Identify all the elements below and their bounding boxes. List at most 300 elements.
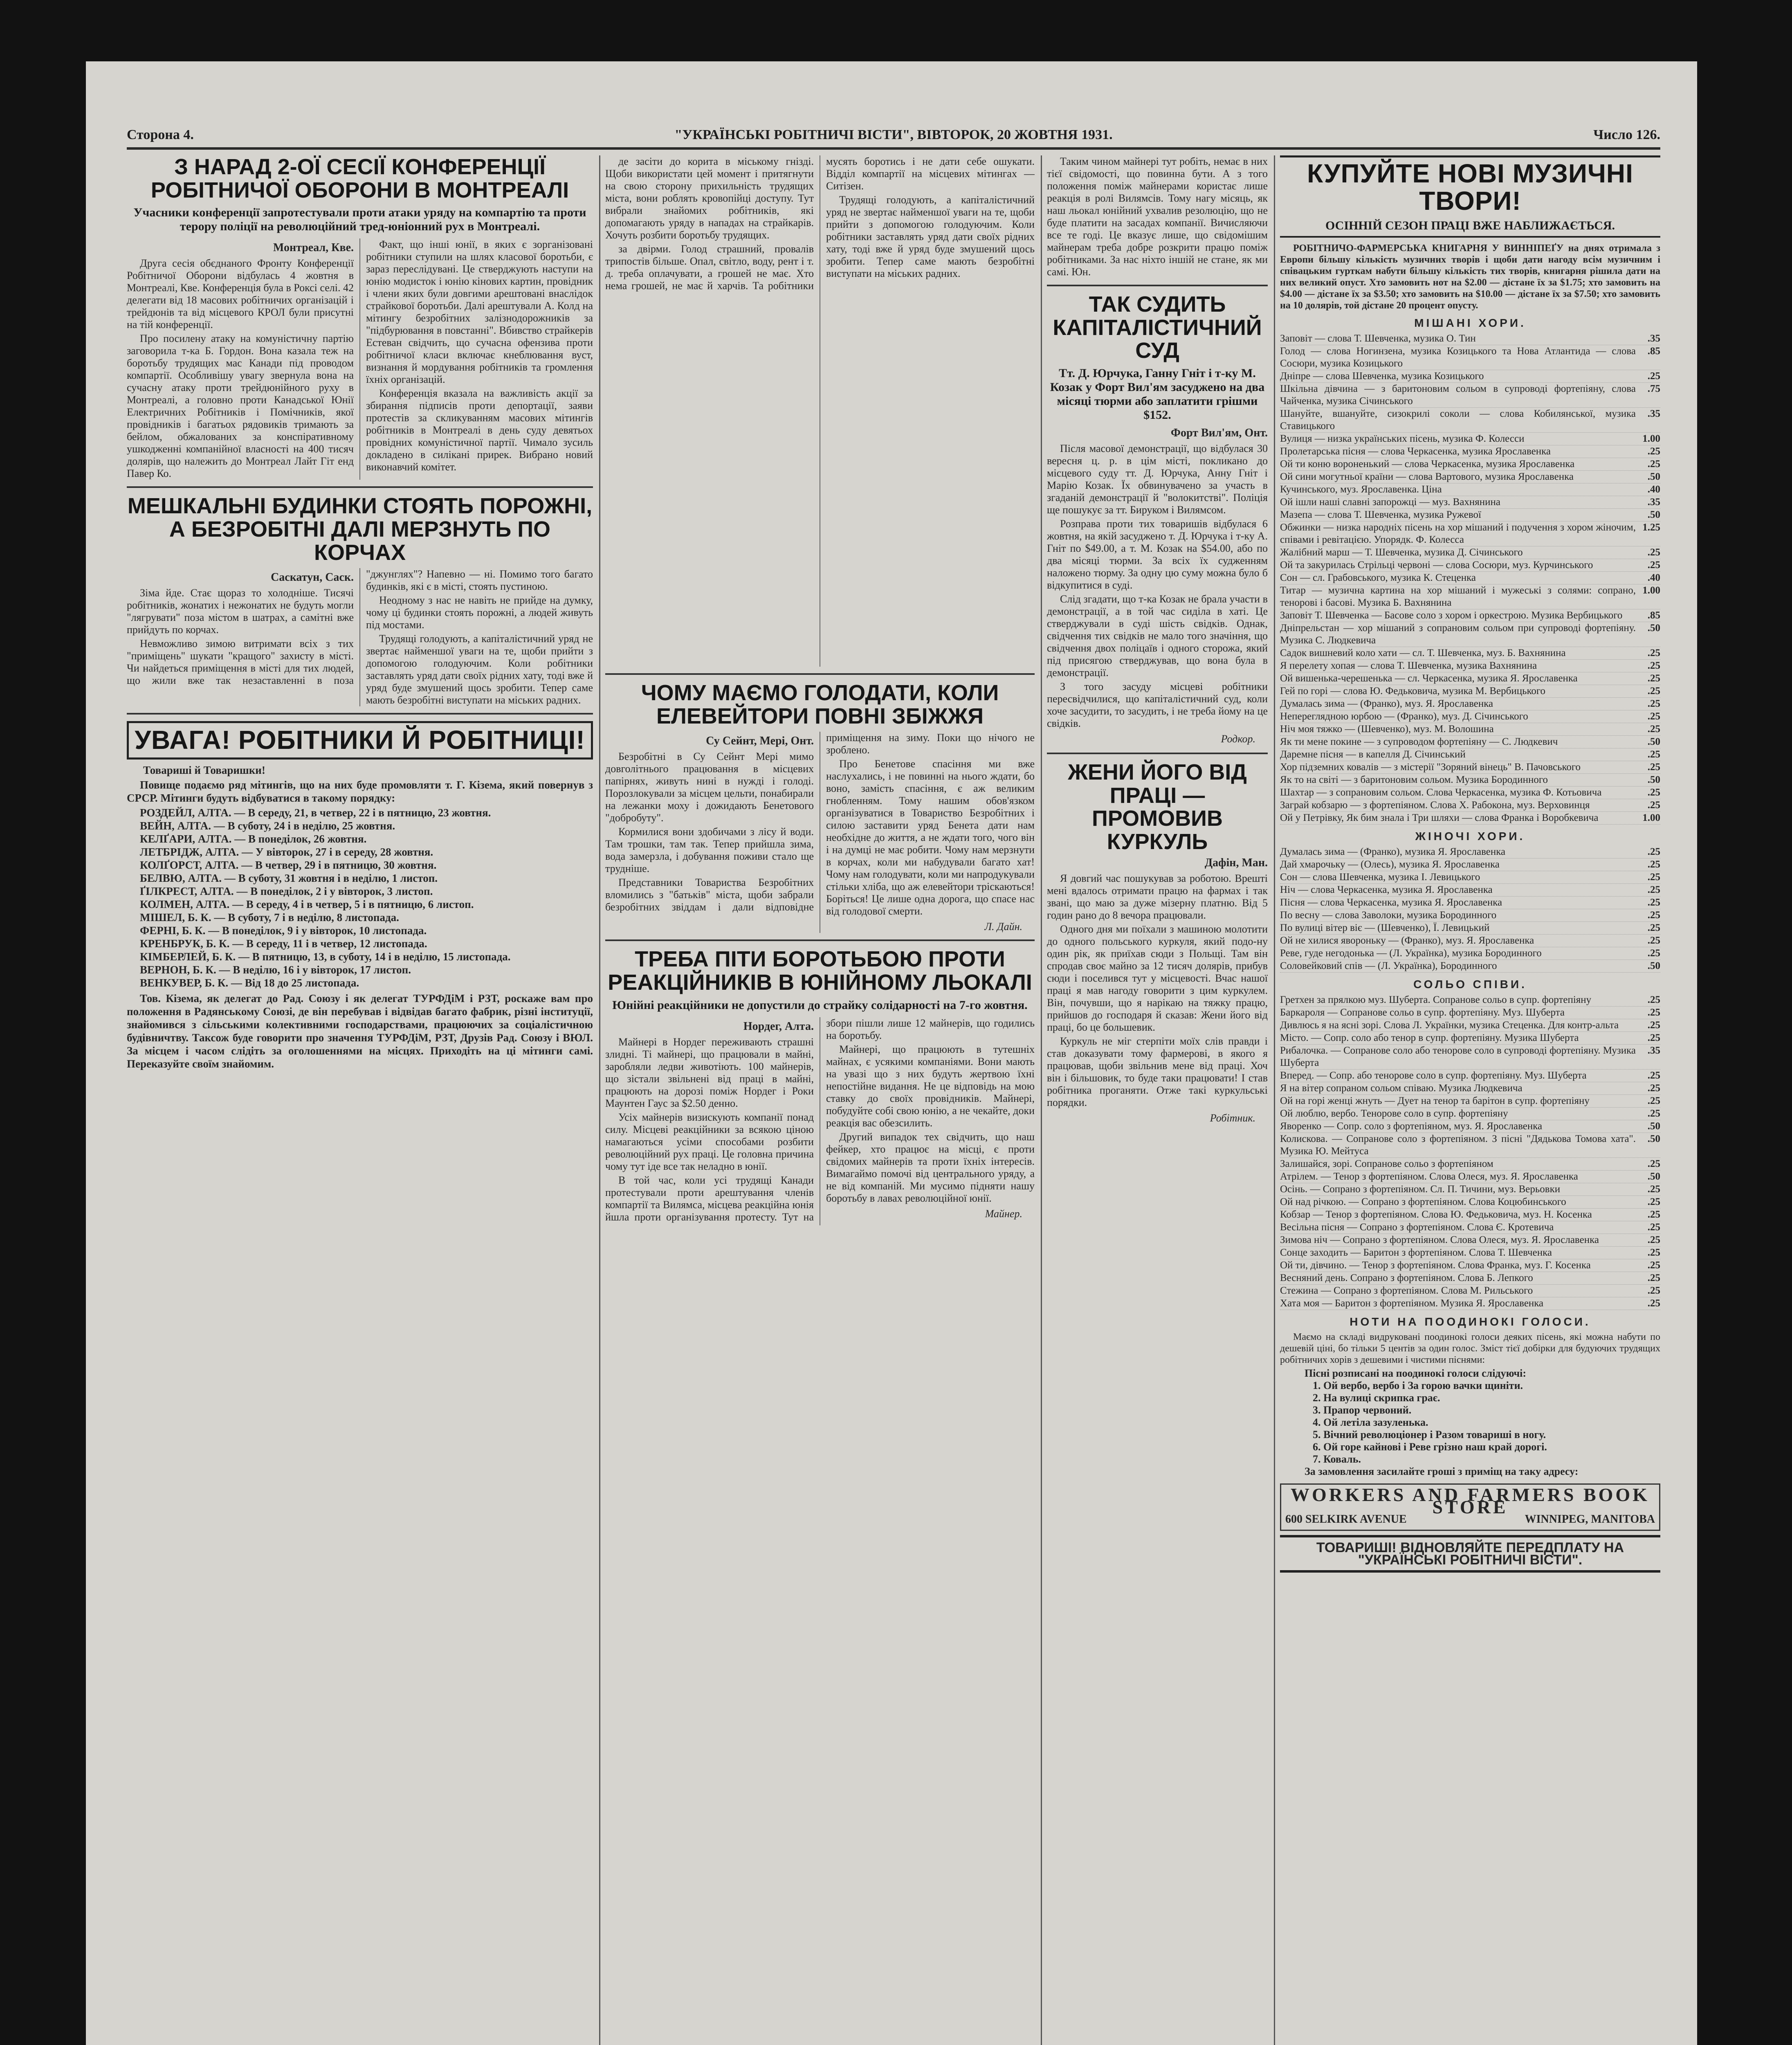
music-item — [1280, 748, 1660, 761]
music-item — [1280, 1221, 1660, 1234]
music-item-title: Даремне пісня — в капелля Д. Січинський — [1280, 749, 1466, 760]
music-item — [1280, 483, 1660, 496]
music-item — [1280, 584, 1660, 609]
music-item — [1280, 787, 1660, 799]
music-item-title: Ой ти, дівчино. — Тенор з фортепіяном. Слова Франка, муз. Г. Косенка — [1280, 1260, 1591, 1271]
issue-number: Число 126. — [1593, 127, 1660, 142]
music-item-price: .25 — [1647, 897, 1660, 908]
music-advert — [1280, 155, 1660, 2045]
meeting-item: БЕЛВЮ, АЛТА. — В суботу, 31 жовтня і в неділю, 1 листоп. — [140, 872, 438, 884]
meeting-item: ЛЕТБРІДЖ, АЛТА. — У вівторок, 27 і в середу, 28 жовтня. — [140, 845, 433, 858]
music-item-price: .25 — [1647, 711, 1660, 722]
signature: Робітник. — [1210, 1112, 1255, 1124]
music-item — [1280, 1133, 1660, 1158]
subscription-banner: ТОВАРИШІ! ВІДНОВЛЯЙТЕ ПЕРЕДПЛАТУ НА "УКРАЇНСЬКІ РОБІТНИЧІ ВІСТИ". — [1280, 1535, 1660, 1573]
article-body — [605, 732, 1035, 933]
music-item-price: .50 — [1647, 622, 1660, 634]
music-item — [1280, 935, 1660, 947]
paragraph: Трудящі голодують, а капіталістичний уряд не звертає найменшої уваги на те, щоби прийти з допомогою голодуючим. Коли робітники заставлять уряд дати своїх рідних хату, тоді вже й уряд буде змушений щось зробити. Тепер саме мають безробітні виступати на міських радних. — [826, 194, 1035, 279]
music-item — [1280, 774, 1660, 787]
store-address-box — [1280, 1483, 1660, 1531]
article-title: УВАГА! РОБІТНИКИ Й РОБІТНИЦІ! — [135, 725, 585, 755]
music-item-price: .35 — [1647, 497, 1660, 508]
music-item — [1280, 1158, 1660, 1171]
meeting-item: КЕЛҐАРИ, АЛТА. — В понеділок, 26 жовтня. — [140, 832, 367, 845]
divider — [1047, 285, 1268, 286]
music-item-title: Вперед. — Сопр. або тенорове соло в супр. фортепіяну. Муз. Шуберта — [1280, 1070, 1587, 1081]
music-item-title: Пісня — слова Черкасенка, музика Я. Ярославенка — [1280, 897, 1502, 908]
music-item-price: .25 — [1647, 371, 1660, 382]
music-item — [1280, 871, 1660, 884]
music-item-price: .25 — [1647, 1095, 1660, 1107]
music-item-price: .25 — [1647, 1007, 1660, 1018]
music-item — [1280, 1234, 1660, 1247]
music-item-title: Мазепа — слова Т. Шевченка, музика Ружевої — [1280, 509, 1481, 521]
music-item-price: .25 — [1647, 1234, 1660, 1246]
music-item — [1280, 333, 1660, 345]
notes-item: 5. Вічний революціонер і Разом товариші в ногу. — [1313, 1429, 1546, 1441]
paragraph: Про посилену атаку на комуністичну партію заговорила т-ка Б. Гордон. Вона казала теж на боротьбу трудящих мас Канади під проводом компартії. Особливішу увагу звернула вона на сучасну атаку проти трейдюнійного руху в Монтреалі, а головно проти Канадської Юнії Електричних Робітників і Помічників, якої провідників і багатьох рядовиків тримають за бейлом, обжалованих за конспіративному ушкодженні компанійної власності на 400 тисяч долярів, що належить до Монтреал Лайт Гіт енд Павер Ко. — [127, 333, 354, 480]
paragraph: Розправа проти тих товаришів відбулася 6 жовтня, на якій засуджено т. Д. Юрчука і т-ку А. Гніт по $49.00, а т. М. Козак на $54.00, або по два місяці тюрми. За всіх їх судженням наложено тюрму. За одну цю суму можна було б відкупитися в суді. — [1047, 518, 1268, 591]
meeting-item: ФЕРНІ, Б. К. — В понеділок, 9 і у вівторок, 10 листопада. — [140, 924, 427, 937]
music-item — [1280, 723, 1660, 736]
music-item-price: .25 — [1647, 935, 1660, 946]
signature: Майнер. — [985, 1207, 1022, 1220]
article-union — [605, 948, 1035, 1225]
music-item-price: .25 — [1647, 922, 1660, 934]
music-item-price: .25 — [1647, 1032, 1660, 1044]
section-title: НОТИ НА ПООДИНОКІ ГОЛОСИ. — [1350, 1315, 1591, 1328]
music-item — [1280, 884, 1660, 897]
article-subtitle: Юнійні реакційники не допустили до страйку солідарності на 7-го жовтня. — [612, 998, 1028, 1012]
paragraph: Зіма йде. Стає щораз то холодніше. Тисячі робітників, жонатих і нежонатих не будуть могли "лягрувати" поза містом в шатрах, а самітні вже прийдуть по корчах. — [127, 587, 354, 636]
store-name: WORKERS AND FARMERS BOOK STORE — [1291, 1484, 1650, 1518]
music-item-title: Весільна пісня — Сопрано з фортепіяном. Слова Є. Кротевича — [1280, 1222, 1554, 1233]
meetings-list — [127, 806, 593, 989]
music-item-price: .25 — [1647, 1108, 1660, 1119]
music-item-title: Гей по горі — слова Ю. Федьковича, музика М. Вербицького — [1280, 685, 1546, 697]
music-item-price: .25 — [1647, 1158, 1660, 1170]
dateline: Нордег, Алта. — [743, 1020, 814, 1033]
paragraph: Одного дня ми поїхали з машиною молотити до одного польського куркуля, який подо-ну один рік, як приїхав сюди з Польщі. Там він спродав своє майно за 12 тисяч долярів, прибув сюди і поселився тут у місцевості. Вчас нашої праці я мав нагоду говорити з цим куркулем. Він, почувши, що я нарікаю на тяжку працю, прийшов до господаря й сказав: Жени його від праці, бо це большевик. — [1047, 923, 1268, 1033]
music-item — [1280, 1183, 1660, 1196]
music-item-price: .40 — [1647, 572, 1660, 584]
music-item-price: .50 — [1647, 1121, 1660, 1132]
meeting-item: КОЛҐОРСТ, АЛТА. — В четвер, 29 і в пятницю, 30 жовтня. — [140, 858, 437, 871]
music-item-title: Садок вишневий коло хати — сл. Т. Шевченка, муз. Б. Вахнянина — [1280, 647, 1566, 659]
music-item — [1280, 846, 1660, 858]
divider — [127, 486, 593, 488]
music-item-title: Баркароля — Сопранове сольо в супр. фортепіяну. Муз. Шуберта — [1280, 1007, 1565, 1018]
notes-outro: За замовлення засилайте гроші з приміщ на таку адресу: — [1305, 1465, 1579, 1478]
music-item — [1280, 660, 1660, 672]
article-title: ЧОМУ МАЄМО ГОЛОДАТИ, КОЛИ ЕЛЕВЕЙТОРИ ПОВНІ ЗБІЖЖЯ — [641, 681, 999, 728]
middle-section — [605, 155, 1035, 2045]
music-item-title: По вулиці вітер віє — (Шевченко), Ї. Левицький — [1280, 922, 1490, 934]
paragraph: Куркуль не міг стерпіти моїх слів правди і став доказувати тому фармерові, в якого я працював, щоби звільнив мене від праці. Хоч він і більшовик, то буде таки працювати! І став робітника проганяти. Отже такі куркульські порядки. — [1047, 1035, 1268, 1108]
music-item-price: .25 — [1647, 994, 1660, 1006]
music-item-price: .50 — [1647, 736, 1660, 748]
paragraph: Другий випадок тех свідчить, що наш фейкер, хто працює на місці, є проти свідомих майнерів та проти їхніх інтересів. Вимагаймо помочі від центрального уряду, а не від компаній. Ми мусимо підняти нашу боротьбу в лавах революційної юнії. — [826, 1130, 1035, 1204]
music-item-price: .25 — [1647, 859, 1660, 870]
article-hunger — [605, 681, 1035, 933]
music-item-price: .85 — [1647, 610, 1660, 621]
music-item-title: Залишайся, зорі. Сопранове сольо з фортепіяном — [1280, 1158, 1493, 1170]
music-item-price: .25 — [1647, 1070, 1660, 1081]
notes-list — [1313, 1380, 1660, 1465]
music-item — [1280, 471, 1660, 483]
music-item-title: Колискова. — Сопранове соло з фортепіяном. З пісні "Дядькова Томова хата". Музика Ю. Мейтуса — [1280, 1133, 1636, 1157]
music-item — [1280, 1032, 1660, 1045]
music-item-title: Сон — сл. Грабовського, музика К. Стеценка — [1280, 572, 1476, 584]
paragraph: Кормилися вони здобичами з лісу й води. Там трошки, там так. Тепер прийшла зима, вода замерзла, і добування поживи стало ще трудніше. — [605, 826, 814, 875]
music-item-title: Рибалочка. — Сопранове соло або тенорове соло в супроводі фортепіяну. Музика Шуберта — [1280, 1045, 1636, 1069]
paragraph: Про Бенетове спасіння ми вже наслухались, і не повинні на нього ждати, бо воно, замість спасіння, є аж великим гнобленням. Тому нашим обов'язком організуватися в Товариство Безробітних і силою заставити уряд Бенета дати нам необхідне до життя, а не ждати того, чого він і на думці не має робити. Чому нам мерзнути в корчах, коли ми набудували багато хат! Чому нам голодувати, коли ми напродукували стільки хліба, що аж елевейтори тріскаються! Боріться! Це лише одна дорога, що спасе нас від голодової смерти. — [826, 758, 1035, 917]
paragraph: Факт, що інші юнії, в яких є зорганізовані робітники ступили на шлях класової боротьби, є зараз переслідувані. Це стверджують наступи на юнію модисток і юнію кінових картин, провідник і члени яких були довгими арештовані внаслідок страйкової боротьби. Далі арештували А. Колд на мітингу безробітних залізнодорожників за "підбурювання в повстанні". Вбивство страйкерів Естеван свідчить, що сучасна офензива проти робітничої класи включає кнеблювання вуст, визнання й мордування робітників та громлення їхніх організацій. — [366, 238, 593, 386]
notes-item: 2. На вулиці скрипка грає. — [1313, 1392, 1440, 1404]
notes-item: 6. Ой горе кайнові і Реве грізно наш край дорогі. — [1313, 1441, 1547, 1453]
music-item-price: .25 — [1647, 698, 1660, 710]
music-item-price: .25 — [1647, 762, 1660, 773]
divider — [1047, 753, 1268, 754]
paragraph: де засіти до корита в міському гнізді. Щоби використати цей момент і притягнути на свою сторону прихильність трудящих міста, вони роблять кровопійці доступу. Тут вибрали знайомих робітників, які допомагають уряду в нападах на страйкарів. Хочуть розбити боротьбу трудящих. — [605, 155, 814, 241]
music-item-price: .25 — [1647, 458, 1660, 470]
music-item — [1280, 710, 1660, 723]
music-item-title: Титар — музична картина на хор мішаний і мужеські з солями: сопрано, тенорові і басові. Музика Б. Вахнянина — [1280, 585, 1636, 609]
music-item — [1280, 1120, 1660, 1133]
music-item-price: .25 — [1647, 846, 1660, 858]
music-item-price: .25 — [1647, 1184, 1660, 1195]
section-title: ЖІНОЧІ ХОРИ. — [1415, 830, 1525, 843]
music-item-price: .25 — [1647, 948, 1660, 959]
music-item-title: Як то на світі — з баритоновим сольом. Музика Бородинного — [1280, 774, 1548, 786]
music-item — [1280, 1108, 1660, 1120]
music-item-price: .25 — [1647, 1020, 1660, 1031]
music-item-title: Кобзар — Тенор з фортепіяном. Слова Ю. Федьковича, муз. Н. Косенка — [1280, 1209, 1592, 1220]
music-item-price: .75 — [1647, 383, 1660, 395]
music-item — [1280, 1045, 1660, 1070]
music-item-title: Місто. — Сопр. соло або тенор в супр. фортепіяну. Музика Шуберта — [1280, 1032, 1579, 1044]
masthead: "УКРАЇНСЬКІ РОБІТНИЧІ ВІСТИ", ВІВТОРОК, 20 ЖОВТНЯ 1931. — [674, 127, 1113, 142]
music-item-price: .25 — [1647, 1298, 1660, 1309]
music-item — [1280, 559, 1660, 572]
meeting-item: КРЕНБРУК, Б. К. — В середу, 11 і в четвер, 12 листопада. — [140, 937, 427, 950]
music-item-title: Шкільна дівчина — з баритоновим сольом в супроводі фортепіяну, слова Чайченка, музика Січинського — [1280, 383, 1636, 407]
meeting-item: ҐІЛКРЕСТ, АЛТА. — В понеділок, 2 і у вівторок, 3 листоп. — [140, 885, 433, 897]
music-item-price: .35 — [1647, 1045, 1660, 1056]
left-section — [127, 155, 593, 2045]
paragraph: Друга сесія обєднаного Фронту Конференції Робітничої Оборони відбулась 4 жовтня в Монтреалі, Кве. Конференція була в Роксі селі. 42 делегати від 18 масових робітничих організацій і трейдюнів та від місцевого КРОЛ були присутні на тій конференції. — [127, 257, 354, 331]
female-choir-list — [1280, 846, 1660, 973]
music-item — [1280, 609, 1660, 622]
music-item — [1280, 370, 1660, 383]
music-item — [1280, 897, 1660, 909]
paragraph: Я довгий час пошукував за роботою. Врешті мені вдалось отримати працю на фармах і так звані, що маю за дуже мізерну платню. Від 5 годин рано до 8 вечора працювали. — [1047, 872, 1268, 921]
music-item-title: Пролетарська пісня — слова Черкасенка, музика Ярославенка — [1280, 446, 1551, 457]
music-item-price: .25 — [1647, 560, 1660, 571]
music-item — [1280, 685, 1660, 698]
music-item — [1280, 1297, 1660, 1310]
music-item-price: .25 — [1647, 1285, 1660, 1297]
article-body — [127, 238, 593, 480]
article-meetings — [127, 721, 593, 1070]
music-item-price: 1.00 — [1642, 433, 1660, 445]
music-item — [1280, 445, 1660, 458]
paragraph: В той час, коли усі трудящі Канади протестували проти арештування членів компартії та Вилямса, місцева реакційна юнія йшла проти організування протесту. Тут на збори пішли лише 12 майнерів, що годились на боротьбу. — [605, 1017, 1035, 1223]
music-item — [1280, 622, 1660, 647]
music-item-title: Хата моя — Баритон з фортепіяном. Музика Я. Ярославенка — [1280, 1298, 1544, 1309]
paragraph: Неодному з нас не навіть не прийде на думку, чому ці будинки стоять порожні, а людей живуть під мостами. — [366, 594, 593, 631]
music-item-title: Непереглядною юрбою — (Франко), муз. Д. Січинського — [1280, 711, 1528, 722]
signature: Родкор. — [1221, 733, 1255, 745]
music-item-title: Ой вишенька-черешенька — сл. Черкасенка, музика Я. Ярославенка — [1280, 673, 1578, 684]
music-item — [1280, 1082, 1660, 1095]
music-item-title: Заграй кобзарю — з фортепіяном. Слова Х. Рабокона, муз. Верховинця — [1280, 800, 1590, 811]
music-item — [1280, 1285, 1660, 1297]
music-item-price: .40 — [1647, 484, 1660, 495]
music-item — [1280, 521, 1660, 546]
meeting-item: ВЕРНОН, Б. К. — В неділю, 16 і у вівторок, 17 листоп. — [140, 963, 411, 976]
article-title: МЕШКАЛЬНІ БУДИНКИ СТОЯТЬ ПОРОЖНІ, А БЕЗРОБІТНІ ДАЛІ МЕРЗНУТЬ ПО КОРЧАХ — [127, 494, 593, 565]
music-item-price: .25 — [1647, 1272, 1660, 1284]
music-item-price: .25 — [1647, 724, 1660, 735]
music-item-title: Ніч моя тяжко — (Шевченко), муз. М. Волошина — [1280, 724, 1494, 735]
music-item-price: .25 — [1647, 872, 1660, 883]
music-item — [1280, 1209, 1660, 1221]
music-item-price: .25 — [1647, 1083, 1660, 1094]
music-item-price: 1.00 — [1642, 585, 1660, 596]
music-item-title: Ой люблю, вербо. Тенорове соло в супр. фортепіяну — [1280, 1108, 1508, 1119]
music-item — [1280, 1095, 1660, 1108]
paragraph: Невможливо зимою витримати всіх з тих "приміщень" шукати "кращого" захисту в місті. Чи найдеться приміщення в місті для тих людей, що жили вже так незаставленні в поза "джунглях"? Напевно — ні. Помимо того багато будинків, які є в місті, стоять пустиною. — [127, 568, 593, 687]
meetings-body — [127, 764, 593, 1070]
music-item-price: .25 — [1647, 660, 1660, 672]
music-item-title: Як ти мене покине — з супроводом фортепіяну — С. Людкевич — [1280, 736, 1558, 748]
article-title: ТАК СУДИТЬ КАПІТАЛІСТИЧНИЙ СУД — [1053, 292, 1262, 363]
music-item-price: .25 — [1647, 685, 1660, 697]
music-item-title: Соловейковий спів — (Л. Українка), Бородинного — [1280, 960, 1497, 972]
advert-title: КУПУЙТЕ НОВІ МУЗИЧНІ ТВОРИ! — [1280, 155, 1660, 215]
paragraph: Безробітні в Су Сейнт Мері мимо довголітнього працювання в місцевих папірнях, живуть нині в нужді і голоді. Порозлокували за місцем цельти, понабирали на лежанки моху і дожидають Бенетового "добробуту". — [605, 751, 814, 824]
article-kurkul — [1047, 761, 1268, 1124]
music-item — [1280, 1196, 1660, 1209]
music-item-title: Яворенко — Сопр. соло з фортепіяном, муз. Я. Ярославенка — [1280, 1121, 1543, 1132]
divider — [605, 673, 1035, 675]
meeting-item: МІШЕЛ, Б. К. — В суботу, 7 і в неділю, 8 листопада. — [140, 911, 399, 924]
music-item-title: Дніпре — слова Шевченка, музика Козицького — [1280, 371, 1484, 382]
paragraph: З того засуду місцеві робітники пересвідчилися, що капіталістичний суд, коли хоче засудити, то засудить, і не треба йому на це свідків. — [1047, 681, 1268, 730]
music-item-price: .25 — [1647, 673, 1660, 684]
divider — [127, 713, 593, 715]
music-item-title: Ой на горі женці жнуть — Дует на тенор та барітон в супр. фортепіяну — [1280, 1095, 1590, 1107]
newspaper-page — [86, 61, 1697, 2045]
music-item-price: .50 — [1647, 960, 1660, 972]
paragraph: Трудящі голодують, а капіталістичний уряд не звертає найменшої уваги на те, щоби прийти з допомогою голодуючим. Коли робітники заставлять уряд дати своїх рідних хату, тоді вже й уряд буде змушений щось зробити. Тепер саме мають безробітні виступати на міських радних. — [366, 633, 593, 706]
music-item-title: Сонце заходить — Баритон з фортепіяном. Слова Т. Шевченка — [1280, 1247, 1552, 1258]
music-item — [1280, 496, 1660, 509]
music-item — [1280, 572, 1660, 584]
music-item-price: .25 — [1647, 1196, 1660, 1208]
page-number: Сторона 4. — [127, 127, 194, 142]
music-item-title: Сон — слова Шевченка, музика І. Левицького — [1280, 872, 1480, 883]
music-item — [1280, 736, 1660, 748]
music-item-title: Ой та закурилась Стрільці червоні — слова Сосюри, муз. Курчинського — [1280, 560, 1593, 571]
music-item-title: По весну — слова Заволоки, музика Бородинного — [1280, 910, 1497, 921]
music-item-title: Голод — слова Ногинзена, музика Козицького та Нова Атлантида — слова Сосюри, музика Козицького — [1280, 346, 1636, 369]
music-item-title: Ніч — слова Черкасенка, музика Я. Ярославенка — [1280, 884, 1493, 896]
music-item-price: .25 — [1647, 749, 1660, 760]
paragraph: за двірми. Голод страшний, провалів трипостів більше. Опал, світло, воду, рент і т. д. треба оплачувати, а грошей не має. Хто нема грошей, не має й харчів. Та робітники мусять боротись і не дати себе ошукати. Відділ компартії на місцевих мітингах — Ситізен. — [605, 155, 1035, 292]
paragraph: Слід згадати, що т-ка Козак не брала участи в демонстрації, а в той час сиділа в хаті. Це стверджували в суді шість свідків. Однак, свідчення тих свідків не мало того значіння, що свідчення двох поліцаїв і одного сторожа, який під присягою стверджував, що вона була в демонстрації. — [1047, 593, 1268, 679]
notes-item: 4. Ой летіла зазуленька. — [1313, 1416, 1428, 1429]
music-item-price: .25 — [1647, 884, 1660, 896]
music-item — [1280, 1007, 1660, 1019]
music-item-price: 1.00 — [1642, 812, 1660, 824]
music-item-title: Гретхен за прялкою муз. Шуберта. Сопранове сольо в супр. фортепіяну — [1280, 994, 1592, 1006]
music-item-price: .25 — [1647, 1247, 1660, 1258]
music-item-price: .25 — [1647, 1209, 1660, 1220]
meetings-banner — [127, 721, 593, 759]
music-item-title: Весняний день. Сопрано з фортепіяном. Слова Б. Лепкого — [1280, 1272, 1533, 1284]
music-item-title: Ой над річкою. — Сопрано з фортепіяном. Слова Коцюбинського — [1280, 1196, 1566, 1208]
music-item — [1280, 922, 1660, 935]
music-item-title: Я на вітер сопраном сольом співаю. Музика Людкевича — [1280, 1083, 1523, 1094]
meeting-item: ВЕЙН, АЛТА. — В суботу, 24 і в неділю, 25 жовтня. — [140, 819, 395, 832]
right-middle-column — [1047, 155, 1268, 2045]
music-item-title: Шахтар — з сопрановим сольом. Слова Черкасенка, музика Ф. Котьовича — [1280, 787, 1602, 798]
paragraph: Майнері в Нордег переживають страшні злидні. Ті майнері, що працювали в майні, заробляли ледви животіють. 100 майнерів, що зістали звільнені від праці в майні, працюють на дорозі поміж Нордег і Роки Маунтен Гаус за $2.50 денно. — [605, 1036, 814, 1109]
column-rule — [599, 155, 600, 2045]
notes-intro: Маємо на складі видруковані поодинокі голоси деяких пісень, які можна набути по дешевій ціні, бо тільки 5 центів за один голос. Зміст тієї добірки для будуючих трудящих робітничих хорів з дешевими і чистими піснями: — [1280, 1332, 1660, 1366]
music-item — [1280, 1272, 1660, 1285]
paragraph: Конференція вказала на важливість акції за збирання підписів проти депортації, заяви протестів за скликуванням масових мітингів робітників в Монтреалі в день суду девятьох провідних комуністичної партії. Чимало зусиль докладено в силікані прирек. Вибрано новий виконавчий комітет. — [366, 387, 593, 473]
music-item-title: Я перелету хопая — слова Т. Шевченка, музика Вахнянина — [1280, 660, 1537, 672]
music-item — [1280, 994, 1660, 1007]
paragraph: Таким чином майнері тут робіть, немає в них тієї свідомості, що повинна бути. А з того положення поміж майнерами користає лише реакція в ролі Вилямсів. Тому нагу місяць, як наш льокал юнійний ухвалив резолюцію, що не буде платити на засадах компанії. Вичисляючи все те годі. Це вказує лише, що свідомішим майнерам треба добре розкрити працю поміж робітниками. За нас ніхто іншій не стане, як ми самі. Юн. — [1047, 155, 1268, 278]
paragraph: Усіх майнерів визискують компанії понад силу. Місцеві реакційники за всякою ціною намагаються усіми способами розбити революційний рух праці. Це головна причина чому тут іде все так неладно в юнії. — [605, 1111, 814, 1172]
music-item-price: .35 — [1647, 408, 1660, 420]
music-item-title: Зимова ніч — Сопрано з фортепіяном. Слова Олеся, муз. Я. Ярославенка — [1280, 1234, 1599, 1246]
music-item-title: Ой ішли наші славні запорожці — муз. Вахнянина — [1280, 497, 1501, 508]
column-rule — [1274, 155, 1275, 2045]
music-item-price: .25 — [1647, 800, 1660, 811]
music-item-title: Дніпрельстан — хор мішаний з сопрановим сольом при супроводі фортепіяну. Музика С. Людкевича — [1280, 622, 1636, 646]
paragraph: Тов. Кізема, як делегат до Рад. Союзу і як делегат ТУРФДіМ і РЗТ, роскаже вам про положення в Радянському Союзі, де він перебував і відвідав багато фабрик, різні інституції, знайомився з сільськими колективними господарствами, працюючих за соціалістичною будівничтву. Таксож буде говорити про значення ТУРФДіМ, РЗТ, Друзів Рад. Союзу і ВЮЛ. За місцем і часом слідіть за оголошеннями на місцях. Приходіть на ці мітинги самі. Переказуйте своїм знайомим. — [127, 992, 593, 1070]
article-body — [605, 1017, 1035, 1225]
notes-item: 3. Прапор червоний. — [1313, 1404, 1412, 1416]
signature: Л. Дайн. — [984, 921, 1022, 933]
music-item — [1280, 433, 1660, 445]
music-item — [1280, 383, 1660, 408]
music-item-price: .25 — [1647, 1222, 1660, 1233]
music-item — [1280, 947, 1660, 960]
music-item-price: .35 — [1647, 333, 1660, 344]
music-item-price: .25 — [1647, 910, 1660, 921]
music-item — [1280, 1171, 1660, 1183]
article-houses — [127, 494, 593, 706]
article-subtitle: Учасники конференції запротестували проти атаки уряду на компартію та проти терору поліції на революційний тред-юніонний рух в Монтреалі. — [133, 206, 586, 234]
music-item — [1280, 1070, 1660, 1082]
music-item-title: Заповіт Т. Шевченка — Басове соло з хором і оркестрою. Музика Вербицького — [1280, 610, 1623, 621]
music-item — [1280, 909, 1660, 922]
music-item-title: Реве, гуде негодонька — (Л. Українка), музика Бородинного — [1280, 948, 1542, 959]
section-title: МІШАНІ ХОРИ. — [1414, 317, 1526, 330]
music-item — [1280, 858, 1660, 871]
music-item-title: Жалібний марш — Т. Шевченка, музика Д. Січинського — [1280, 547, 1523, 558]
dateline: Монтреал, Кве. — [273, 241, 354, 254]
dateline: Форт Вил'ям, Онт. — [1170, 427, 1268, 440]
music-item — [1280, 1019, 1660, 1032]
dateline: Саскатун, Саск. — [271, 571, 354, 584]
music-item — [1280, 812, 1660, 825]
greeting: Товариші й Товаришки! — [143, 764, 265, 776]
music-item — [1280, 647, 1660, 660]
music-item-price: 1.25 — [1642, 522, 1660, 533]
music-item-price: .25 — [1647, 1260, 1660, 1271]
music-item-title: Думалась зима — (Франко), муз. Я. Ярославенка — [1280, 698, 1493, 710]
music-item — [1280, 672, 1660, 685]
section-title: СОЛЬО СПІВИ. — [1413, 978, 1527, 991]
music-item-title: Шануйте, вшануйте, сизокрилі соколи — слова Кобилянської, музика Ставицького — [1280, 408, 1636, 432]
music-item-title: Обжинки — низка народніх пісень на хор мішаний і подучення з хором жіночим, співами і ревітацією. Упорядк. Ф. Колесса — [1280, 522, 1636, 546]
music-item-title: Хор підземних ковалів — з містерії "Зоряний вінець" В. Пачовського — [1280, 762, 1581, 773]
article-subtitle: Тт. Д. Юрчука, Ганну Гніт і т-ку М. Козак у Форт Вил'ям засуджено на два місяці тюрми або заплатити грішми $152. — [1050, 366, 1265, 422]
notes-sub: Пісні розписані на поодинокі голоси слідуючі: — [1305, 1367, 1527, 1380]
article-conference — [127, 155, 593, 480]
divider — [605, 939, 1035, 941]
advert-intro: РОБІТНИЧО-ФАРМЕРСЬКА КНИГАРНЯ У ВИННІПЕҐУ на днях отримала з Европи більшу кількість музичних творів і щоби дати нагоду всім музичним і співацьким гурткам набути більшу кількість тих творів, книгарня рішила дати на них великий опуст. Хто замовить нот на $2.00 — дістане їх за $1.75; хто замовить на $4.00 — дістане їх за $3.50; хто замовить на $10.00 — дістане їх за $7.50; хто замовить на 10 долярів, той дістане 20 процент опусту. — [1280, 243, 1660, 311]
paragraph: Повище подаємо ряд мітингів, що на них буде промовляти т. Г. Кізема, який повернув з СРСР. Мітинги будуть відбуватися в такому порядку: — [127, 778, 593, 804]
music-item-price: .50 — [1647, 774, 1660, 786]
store-street: 600 SELKIRK AVENUE — [1285, 1513, 1407, 1526]
music-item — [1280, 960, 1660, 973]
music-item-price: .25 — [1647, 647, 1660, 659]
advert-subtitle: ОСІННІЙ СЕЗОН ПРАЦІ ВЖЕ НАБЛИЖАЄТЬСЯ. — [1280, 219, 1660, 238]
music-item-title: Ой ти коню вороненький — слова Черкасенка, музика Ярославенка — [1280, 458, 1575, 470]
music-item-title: Стежина — Сопрано з фортепіяном. Слова М. Рильського — [1280, 1285, 1533, 1297]
music-item — [1280, 698, 1660, 710]
article-court — [1047, 293, 1268, 745]
music-item-price: .85 — [1647, 346, 1660, 357]
music-item-price: .50 — [1647, 1171, 1660, 1182]
music-item-title: Дай хмарочьку — (Олесь), музика Я. Ярославенка — [1280, 859, 1500, 870]
dateline: Дафін, Ман. — [1204, 856, 1268, 869]
notes-item: 7. Коваль. — [1313, 1453, 1361, 1465]
store-city: WINNIPEG, MANITOBA — [1525, 1513, 1655, 1526]
paragraph: Майнері, що працюють в тутешніх майнах, є усякими компаніями. Вони мають на увазі що з них будуть жертвою їхні непостійне видання. Не це відповідь на мою ставку до своїх провідників. Майнері, побудуйте собі свою юнію, а не чекайте, доки реакція вас обезсилить. — [826, 1043, 1035, 1129]
music-item — [1280, 1247, 1660, 1259]
meeting-item: РОЗДЕЙЛ, АЛТА. — В середу, 21, в четвер, 22 і в пятницю, 23 жовтня. — [140, 806, 491, 819]
continued-text — [605, 155, 1035, 667]
music-item-title: Заповіт — слова Т. Шевченка, музика О. Тин — [1280, 333, 1476, 344]
dateline: Су Сейнт, Мері, Онт. — [706, 735, 814, 748]
music-item-price: .50 — [1647, 471, 1660, 483]
music-item-title: Кучинського, муз. Ярославенка. Ціна — [1280, 484, 1442, 495]
mixed-choir-list — [1280, 333, 1660, 825]
page-header — [127, 123, 1660, 150]
music-item-price: .25 — [1647, 547, 1660, 558]
meeting-item: ВЕНКУВЕР, Б. К. — Від 18 до 25 листопада. — [140, 976, 359, 989]
music-item-title: Думалась зима — (Франко), музика Я. Ярославенка — [1280, 846, 1506, 858]
paragraph: Після масової демонстрації, що відбулася 30 вересня ц. р. в цім місті, покликано до місцевого суду тт. Д. Юрчука, Анну Гніт і Марію Козак. Їх обвинувачено за участь в згаданій демонстрації й "волокитстві". Поліція ще пошукує за тт. Бируком і Вилямсом. — [1047, 443, 1268, 516]
music-item-title: Вулиця — низка українських пісень, музика Ф. Колесси — [1280, 433, 1525, 445]
music-item — [1280, 546, 1660, 559]
music-item-title: Ой сини могутньої країни — слова Вартового, музика Ярославенка — [1280, 471, 1574, 483]
music-item-title: Осінь. — Сопрано з фортепіяном. Сл. П. Тичини, муз. Верьовки — [1280, 1184, 1561, 1195]
music-item-title: Ой не хилися явороньку — (Франко), муз. Я. Ярославенка — [1280, 935, 1534, 946]
article-title: ТРЕБА ПІТИ БОРОТЬБОЮ ПРОТИ РЕАКЦІЙНИКІВ В ЮНІЙНОМУ ЛЬОКАЛІ — [608, 947, 1032, 995]
music-item-price: .25 — [1647, 446, 1660, 457]
